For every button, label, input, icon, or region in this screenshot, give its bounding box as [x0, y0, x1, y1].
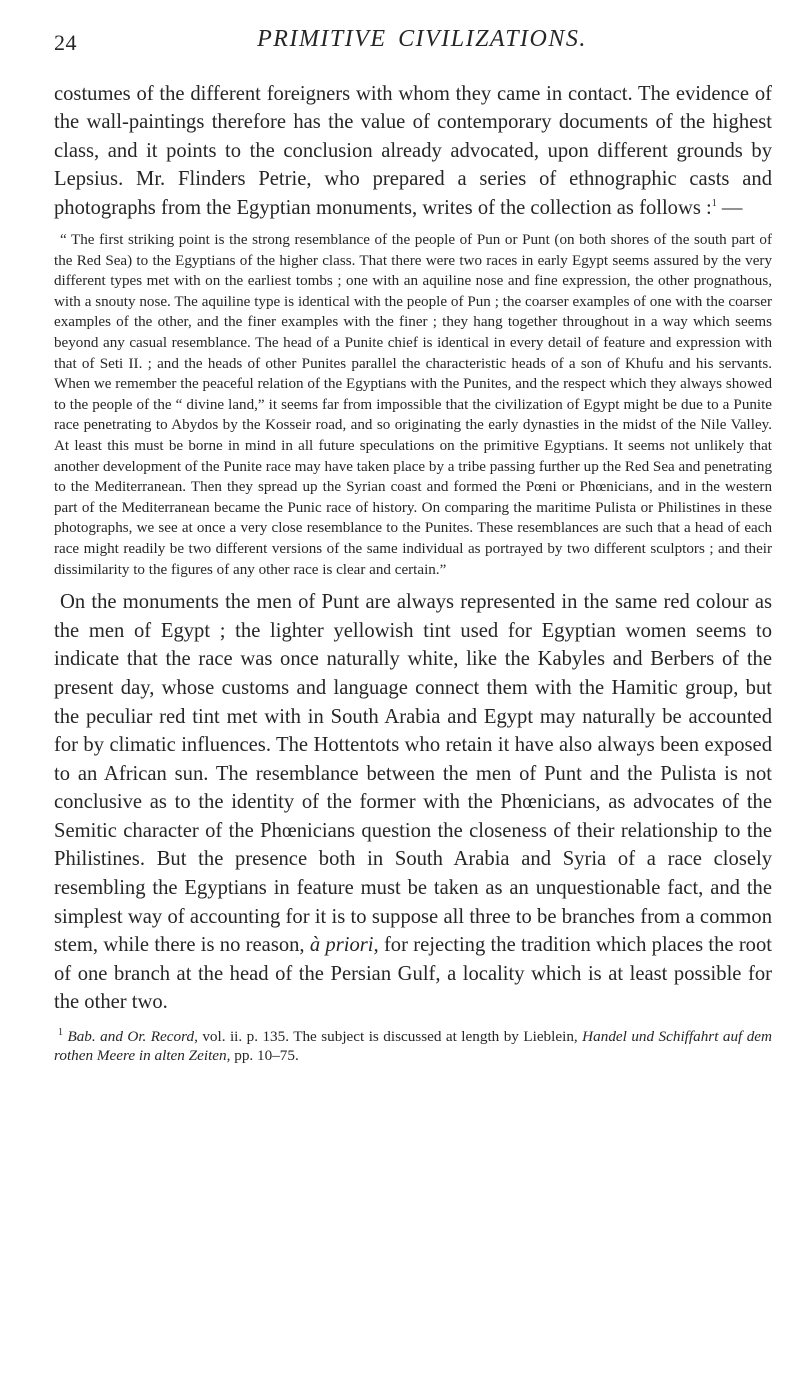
paragraph-punt-end: for rejecting the tradition which places the root of one branch at the head of the Persian Gulf, a locality which is at least possible for the other two.: [54, 934, 772, 1014]
footnote-pages: pp. 10–75.: [234, 1047, 299, 1065]
footnote-reference[interactable]: 1: [711, 197, 717, 209]
book-page: [54, 26, 772, 1065]
footnote-source: Bab. and Or. Record,: [67, 1028, 198, 1046]
paragraph-punt-italic: à priori,: [309, 934, 379, 957]
footnote-text: vol. ii. p. 135. The subject is discussed at length by Lieblein,: [202, 1028, 578, 1046]
paragraph-punt-text: On the monuments the men of Punt are always represented in the same red colour as the men of Egypt ; the lighter yellowish tint used for Egyptian women seems to indicate that the race was once naturally white, like the Kabyles and Berbers of the present day, whose customs and language connect them with the Hamitic group, but the peculiar red tint met with in South Arabia and Egypt may naturally be accounted for by climatic influences. The Hottentots who retain it have also always been exposed to an African sun. The resemblance between the men of Punt and the Pulista is not conclusive as to the identity of the former with the Phœnicians, as advocates of the Semitic character of the Phœnicians question the closeness of their relationship to the Philistines. But the presence both in South Arabia and Syria of a race closely resembling the Egyptians in feature must be taken as an unquestionable fact, and the simplest way of accounting for it is to suppose all three to be branches from a common stem, while there is no reason,: [54, 591, 772, 957]
block-quotation: “ The first striking point is the strong resemblance of the people of Pun or Punt (on both shores of the south part of the Red Sea) to the Egyptians of the higher class. That there were two races in early Egypt seems assured by the very different types met with on the earliest tombs ; one with an aquiline nose and fine expression, the other prognathous, with a snouty nose. The aquiline type is identical with the people of Pun ; the coarser examples of one with the coarser examples of the other, and the finer examples with the finer ; they hang together throughout in a way which seems beyond any casual resemblance. The head of a Punite chief is identical in every detail of feature and expression with that of Seti II. ; and the heads of other Punites parallel the characteristic heads of a son of Khufu and his servants. When we remember the peaceful relation of the Egyptians with the Punites, and the respect which they always showed to the people of the “ divine land,” it seems far from impossible that the civilization of Egypt might be due to a Punite race penetrating to Abydos by the Kosseir road, and so originating the early dynasties in the midst of the Nile Valley. At least this must be borne in mind in all future speculations on the primitive Egyptians. It seems not unlikely that another development of the Punite race may have taken place by a tribe passing further up the Red Sea and penetrating to the Mediterranean. Then they spread up the Syrian coast and formed the Pœni or Phœnicians, and in the western part of the Mediterranean became the Punic race of history. On comparing the maritime Pulista or Philistines in these photographs, we see at once a very close resemblance to the Punites. These resemblances are such that a head of each race might readily be two different versions of the same individual as portrayed by two different sculptors ; and their dissimilarity to the figures of any other race is clear and certain.”: [54, 232, 772, 578]
footnote-title: Handel und Schiffahrt auf dem rothen Meere in alten Zeiten,: [54, 1028, 773, 1065]
page-number: 24: [54, 30, 77, 55]
running-title: PRIMITIVE CIVILIZATIONS.: [257, 26, 587, 52]
paragraph-intro-text: costumes of the different foreigners with whom they came in contact. The evidence of the wall-paintings therefore has the value of contemporary documents of the highest class, and it points to the conclusion already advocated, upon different grounds by Lepsius. Mr. Flinders Petrie, who prepared a series of ethnographic casts and photographs from the Egyptian monuments, writes of the collection as follows :: [54, 83, 772, 219]
paragraph-punt: [54, 588, 772, 1017]
page-header: [54, 26, 772, 66]
footnote-marker: 1: [58, 1026, 63, 1038]
footnote: [54, 1027, 772, 1065]
paragraph-intro-dash: —: [716, 196, 743, 219]
paragraph-intro: [54, 80, 772, 222]
